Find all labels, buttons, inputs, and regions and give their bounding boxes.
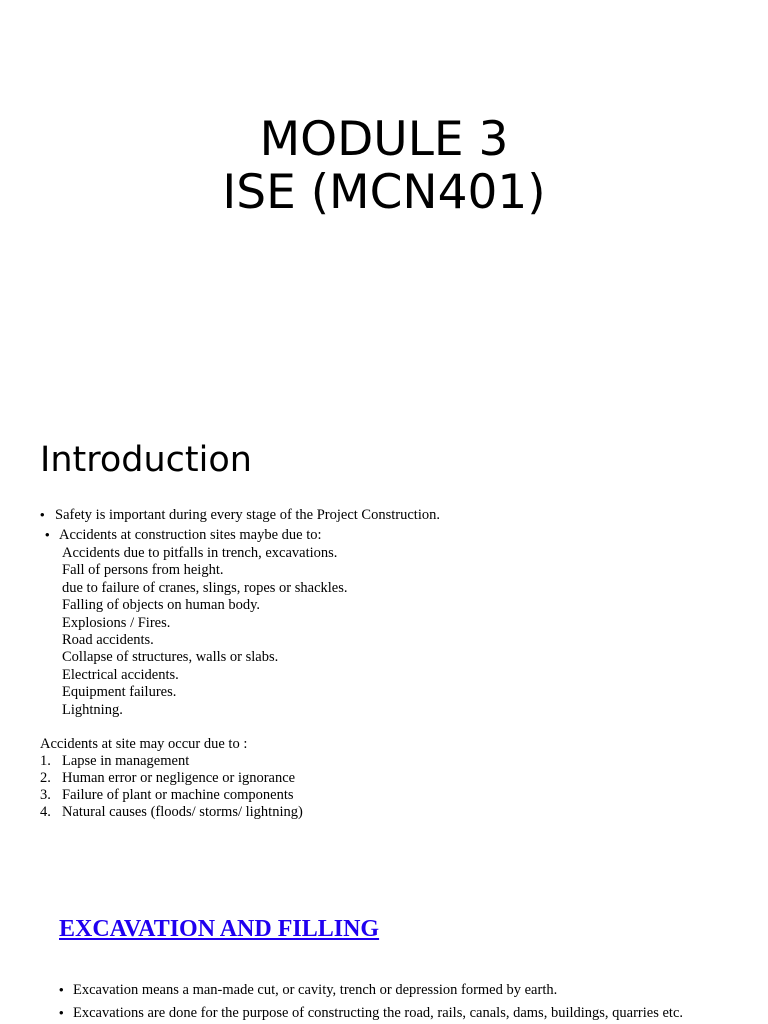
list-number: 4. bbox=[40, 804, 51, 820]
list-item: Road accidents. bbox=[62, 632, 154, 649]
numbered-item: Natural causes (floods/ storms/ lightning) bbox=[62, 804, 303, 820]
list-number: 2. bbox=[40, 770, 51, 786]
list-item: due to failure of cranes, slings, ropes or shackles. bbox=[62, 579, 348, 596]
numbered-item: Lapse in management bbox=[62, 753, 190, 769]
excavation-bullet-2: Excavations are done for the purpose of constructing the road, rails, canals, dams, buildings, quarries etc. bbox=[73, 1005, 684, 1021]
numbered-item: Failure of plant or machine components bbox=[62, 787, 294, 803]
module-title: MODULE 3 bbox=[259, 112, 509, 167]
numbered-item: Human error or negligence or ignorance bbox=[62, 770, 296, 786]
occur-intro: Accidents at site may occur due to : bbox=[40, 736, 248, 752]
list-item: Electrical accidents. bbox=[62, 666, 179, 683]
course-title: ISE (MCN401) bbox=[222, 165, 546, 220]
list-item: Fall of persons from height. bbox=[62, 562, 224, 579]
bullet-icon: • bbox=[40, 507, 45, 522]
list-item: Accidents due to pitfalls in trench, excavations. bbox=[62, 545, 338, 561]
list-item: Collapse of structures, walls or slabs. bbox=[62, 649, 279, 666]
bullet-icon: • bbox=[59, 1005, 64, 1020]
list-number: 3. bbox=[40, 787, 51, 803]
bullet-icon: • bbox=[59, 982, 64, 997]
list-item: Explosions / Fires. bbox=[62, 614, 171, 631]
excavation-heading-link[interactable]: EXCAVATION AND FILLING bbox=[59, 916, 380, 942]
list-item: Lightning. bbox=[62, 701, 123, 718]
bullet-icon: • bbox=[45, 527, 50, 542]
excavation-bullet-1: Excavation means a man-made cut, or cavity, trench or depression formed by earth. bbox=[73, 982, 558, 998]
list-number: 1. bbox=[40, 753, 51, 769]
list-item: Falling of objects on human body. bbox=[62, 597, 261, 614]
accident-causes-list bbox=[62, 545, 347, 719]
introduction-heading: Introduction bbox=[40, 440, 252, 480]
list-item: Equipment failures. bbox=[62, 684, 177, 701]
intro-bullet-2: Accidents at construction sites maybe due to: bbox=[59, 527, 322, 543]
intro-bullet-1: Safety is important during every stage of the Project Construction. bbox=[55, 507, 440, 523]
